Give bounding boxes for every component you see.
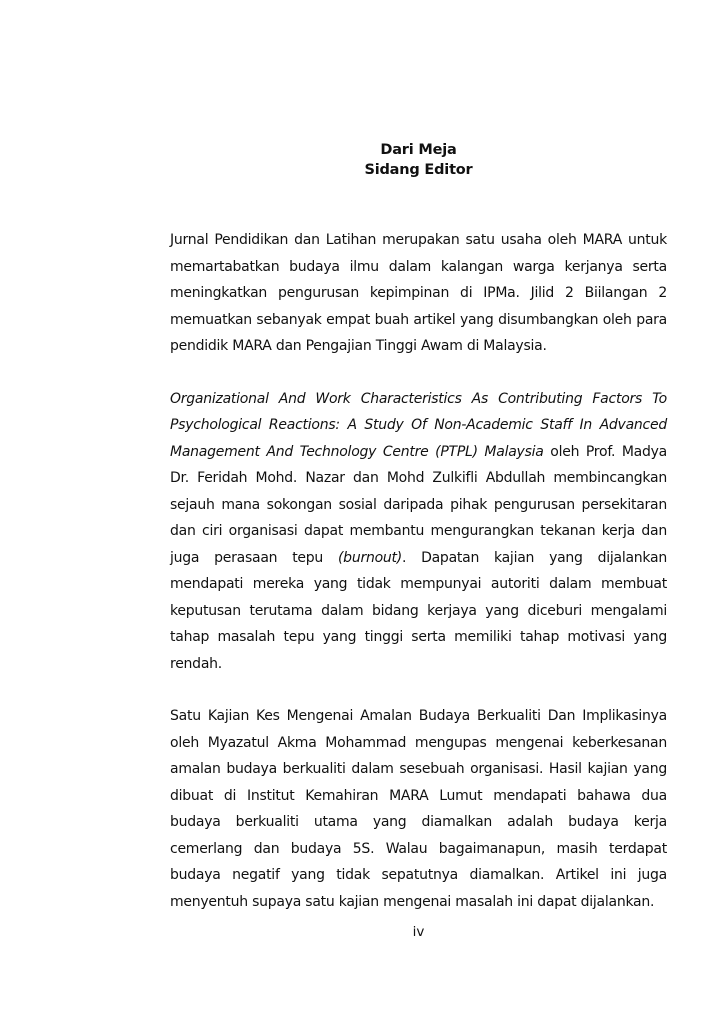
paragraph-intro (170, 227, 667, 360)
italic-term: (burnout) (337, 549, 402, 566)
page-heading (0, 140, 717, 180)
page-number: iv (412, 924, 425, 940)
heading-line-2: Sidang Editor (364, 162, 473, 178)
heading-line-1: Dari Meja (380, 142, 457, 158)
paragraph-text: Satu Kajian Kes Mengenai Amalan Budaya Berkualiti Dan Implikasinya oleh Myazatul Akma Mohammad mengupas mengenai keberkesanan amalan budaya berkualiti dalam sesebuah organisasi. Hasil kajian yang dibuat di Institut Kemahiran MARA Lumut mendapati bahawa dua budaya berkualiti utama yang diamalkan adalah budaya kerja cemerlang dan budaya 5S. Walau bagaimanapun, masih terdapat budaya negatif yang tidak sepatutnya diamalkan. Artikel ini juga menyentuh supaya satu kajian mengenai masalah ini dapat dijalankan. (170, 708, 667, 910)
paragraph-article-2 (170, 703, 667, 915)
document-body (170, 227, 667, 941)
article-title: Organizational And Work Characteristics As Contributing Factors To Psychological Reactions: A Study Of Non-Academic Staff In Advanced Management And Technology Centre (PTPL) Malaysia (170, 390, 667, 460)
paragraph-text: Jurnal Pendidikan dan Latihan merupakan satu usaha oleh MARA untuk memartabatkan budaya ilmu dalam kalangan warga kerjanya serta meningkatkan pengurusan kepimpinan di IPMa. Jilid 2 Biilangan 2 memuatkan sebanyak empat buah artikel yang disumbangkan oleh para pendidik MARA dan Pengajian Tinggi Awam di Malaysia. (170, 232, 667, 354)
paragraph-text: . Dapatan kajian yang dijalankan mendapati mereka yang tidak mempunyai autoriti dalam membuat keputusan terutama dalam bidang kerjaya yang diceburi mengalami tahap masalah tepu yang tinggi serta memiliki tahap motivasi yang rendah. (170, 549, 667, 672)
paragraph-article-1 (170, 386, 667, 678)
paragraph-text: oleh Prof. Madya Dr. Feridah Mohd. Nazar dan Mohd Zulkifli Abdullah membincangkan sejauh mana sokongan sosial daripada pihak pengurusan persekitaran dan ciri organisasi dapat membantu mengurangkan tekanan kerja dan juga perasaan tepu (170, 443, 667, 566)
